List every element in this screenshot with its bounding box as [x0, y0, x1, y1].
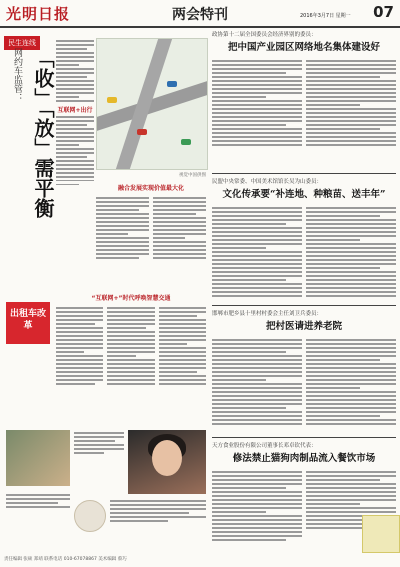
article-1-kicker: 政协第十二届全国委员会经济界别的委员：	[212, 32, 317, 38]
subhead-3: “互联网+”时代呼唤智慧交通	[91, 295, 171, 302]
article-2-kicker: 民盟中央常委、中国美术馆馆长吴为山委员：	[212, 179, 323, 185]
section-title: 两会特刊	[172, 7, 228, 23]
section-tag: 民生连线	[4, 36, 40, 50]
body-section-2	[96, 180, 206, 261]
publication-date: 2016年3月7日 星期一	[300, 13, 351, 19]
illustration-caption: 视觉中国供图	[179, 173, 206, 178]
taxi-reform-badge: 出租车改革	[6, 302, 50, 344]
article-3	[212, 302, 396, 427]
photo-portrait	[128, 430, 206, 494]
article-2-headline: 文化传承要“补连地、种粮苗、送丰年”	[222, 189, 386, 200]
article-1-headline: 把中国产业园区网络地名集体建设好	[227, 42, 380, 53]
subhead-1: 互联网+出行	[57, 106, 93, 114]
headline-subtitle: 网约车监管：	[12, 48, 22, 102]
page-footer: 责任编辑 张硕 郑靖 联系电话 010-67078867 美术编辑 蔡巧	[4, 557, 127, 562]
page-number: 07	[373, 3, 394, 21]
photo-caption-3	[110, 498, 206, 524]
right-column	[212, 30, 396, 540]
photo-caption-left	[74, 430, 124, 456]
article-2	[212, 170, 396, 299]
illustration-traffic	[96, 38, 208, 170]
vertical-headline	[6, 48, 54, 298]
headline-main: 「收」「放」需平衡	[31, 48, 55, 218]
article-1	[212, 30, 396, 148]
article-4-headline: 修法禁止猫狗肉制品流入餐饮市场	[232, 453, 376, 464]
masthead	[0, 0, 400, 28]
body-section-3	[56, 290, 206, 387]
left-column	[4, 30, 208, 540]
column-badge-right	[362, 515, 400, 553]
article-4-kicker: 天方食业股份有限公司董事长邓卓钦代表：	[212, 443, 317, 449]
intro-text	[56, 38, 94, 188]
newspaper-logo: 光明日报	[6, 5, 71, 23]
article-3-kicker: 邯郸市肥乡县十里村村委会主任刘卫兵委员：	[212, 311, 323, 317]
subhead-2: 融合发展实现价值最大化	[117, 185, 184, 192]
article-3-headline: 把村医请进养老院	[265, 321, 342, 332]
photo-people	[6, 430, 70, 486]
photo-caption-2	[6, 492, 70, 510]
column-logo	[74, 500, 106, 532]
